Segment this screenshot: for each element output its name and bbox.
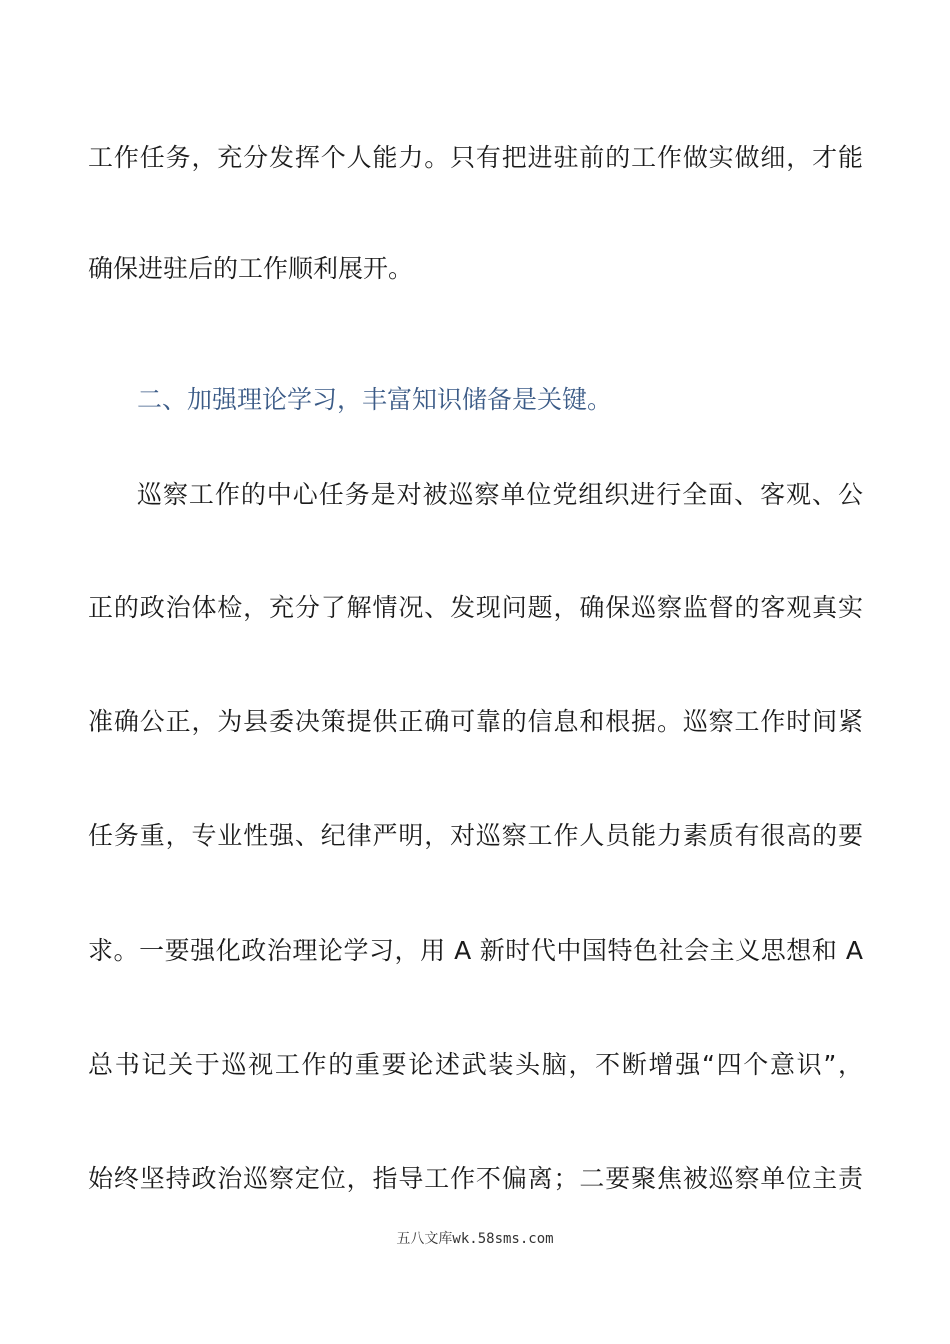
body-line-8: 总书记关于巡视工作的重要论述武装头脑，不断增强“四个意识”， — [88, 1050, 863, 1079]
body-line-9: 始终坚持政治巡察定位，指导工作不偏离；二要聚焦被巡察单位主责 — [88, 1164, 863, 1193]
body-line-1: 工作任务，充分发挥个人能力。只有把进驻前的工作做实做细，才能 — [88, 143, 863, 172]
body-line-4: 正的政治体检，充分了解情况、发现问题，确保巡察监督的客观真实 — [88, 593, 863, 622]
footer-watermark-text: 五八文库wk.58sms.com — [396, 1231, 554, 1247]
section-heading: 二、加强理论学习，丰富知识储备是关键。 — [137, 385, 613, 414]
body-line-2: 确保进驻后的工作顺利展开。 — [88, 254, 414, 283]
body-line-6: 任务重，专业性强、纪律严明，对巡察工作人员能力素质有很高的要 — [88, 821, 863, 850]
body-line-5: 准确公正，为县委决策提供正确可靠的信息和根据。巡察工作时间紧 — [88, 707, 863, 736]
body-line-3: 巡察工作的中心任务是对被巡察单位党组织进行全面、客观、公 — [137, 480, 863, 509]
body-line-7: 求。一要强化政治理论学习，用 A 新时代中国特色社会主义思想和 A — [88, 936, 863, 965]
